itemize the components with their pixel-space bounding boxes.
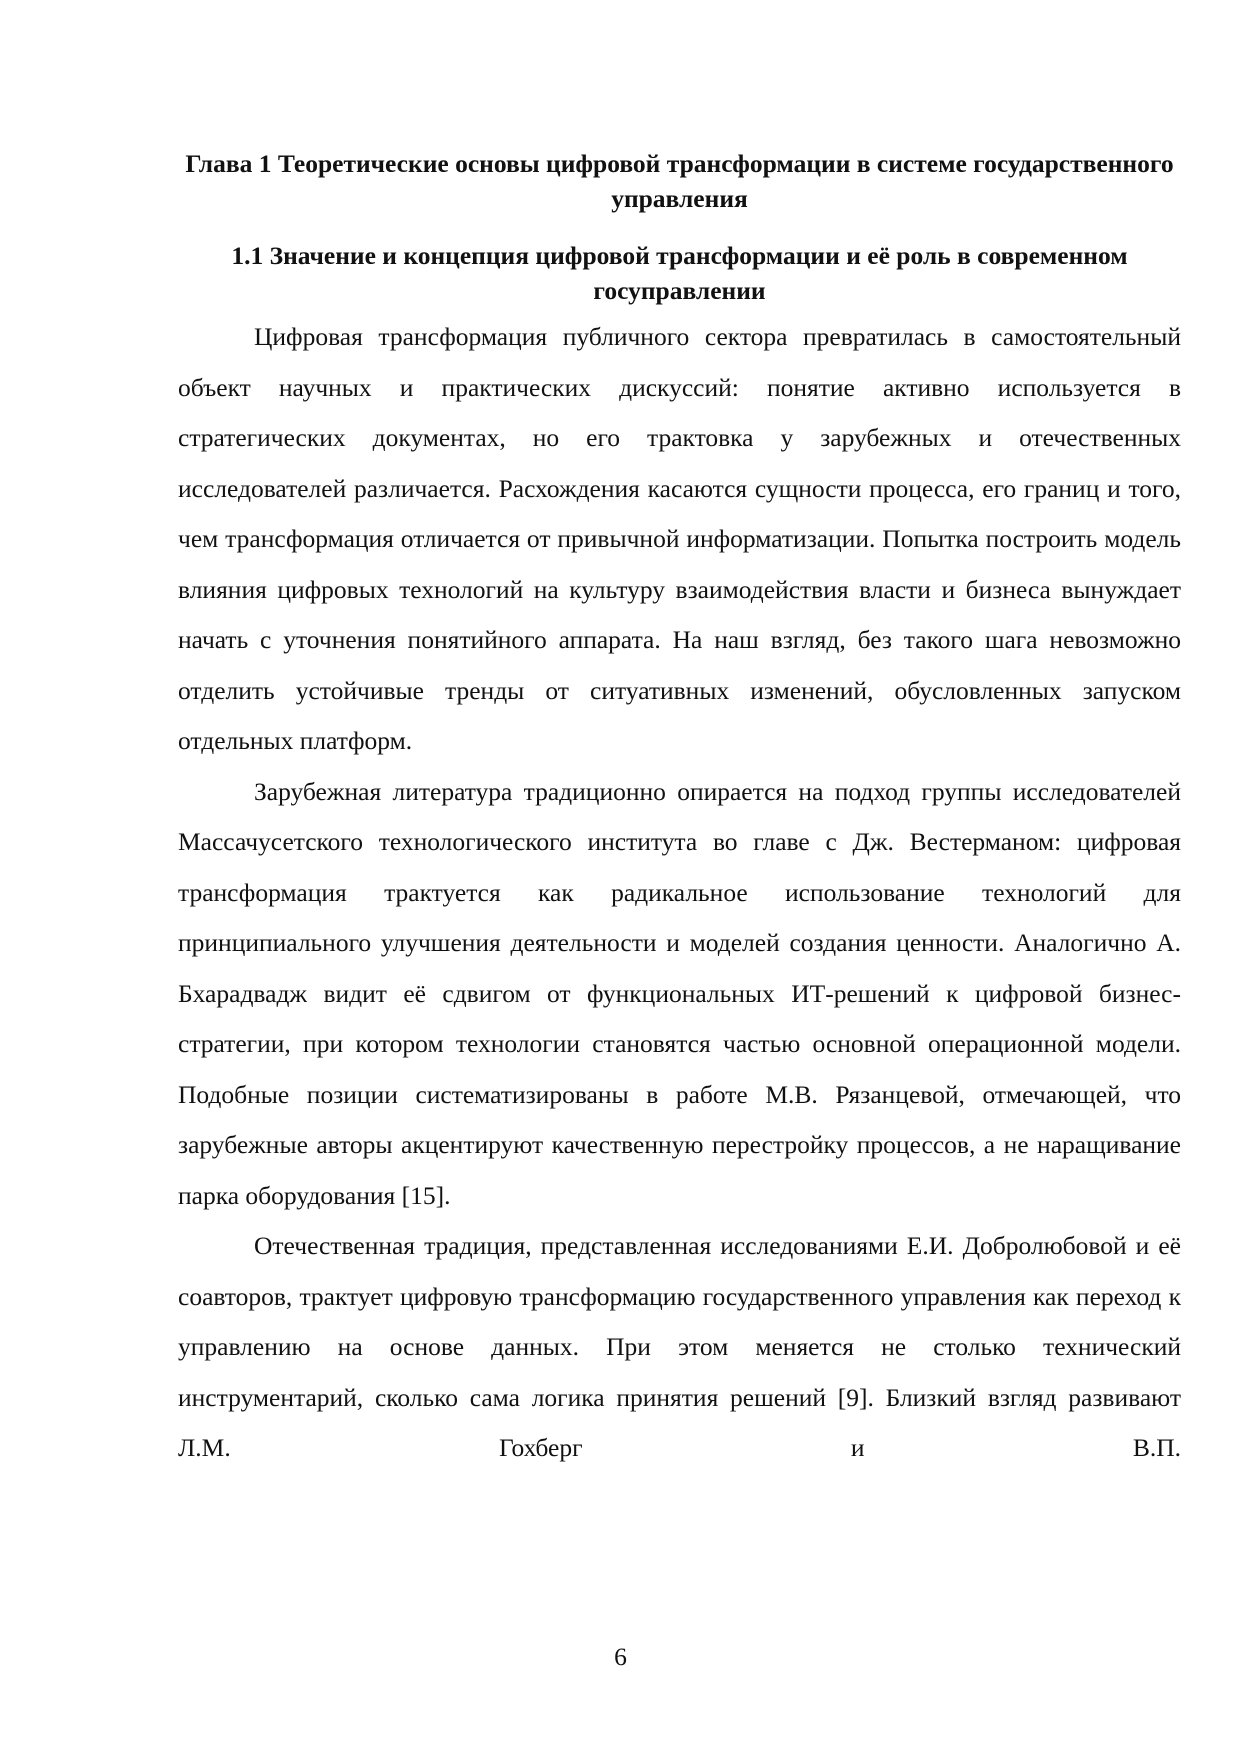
paragraph-2: Зарубежная литература традиционно опирается на подход группы исследователей Массачусетского технологического института во главе с Дж. Вестерманом: цифровая трансформация трактуется как радикальное использование технологий для принципиального улучшения деятельности и моделей создания ценности. Аналогично А. Бхарадвадж видит её сдвигом от функциональных ИТ-решений к цифровой бизнес-стратегии, при котором технологии становятся частью основной операционной модели. Подобные позиции систематизированы в работе М.В. Рязанцевой, отмечающей, что зарубежные авторы акцентируют качественную перестройку процессов, а не наращивание парка оборудования [15]. bbox=[178, 776, 1181, 1210]
page-number: 6 bbox=[614, 1642, 627, 1671]
page-content bbox=[178, 146, 1181, 1474]
chapter-title: Глава 1 Теоретические основы цифровой трансформации в системе государственного управления bbox=[185, 149, 1174, 213]
section-title: 1.1 Значение и концепция цифровой трансформации и её роль в современном госуправлении bbox=[231, 241, 1128, 305]
paragraph-3: Отечественная традиция, представленная исследованиями Е.И. Добролюбовой и её соавторов, трактует цифровую трансформацию государственного управления как переход к управлению на основе данных. При этом меняется не столько технический инструментарий, сколько сама логика принятия решений [9]. Близкий взгляд развивают Л.М. Гохберг и В.П. bbox=[178, 1231, 1181, 1462]
paragraph-1: Цифровая трансформация публичного сектора превратилась в самостоятельный объект научных и практических дискуссий: понятие активно используется в стратегических документах, но его трактовка у зарубежных и отечественных исследователей различается. Расхождения касаются сущности процесса, его границ и того, чем трансформация отличается от привычной информатизации. Попытка построить модель влияния цифровых технологий на культуру взаимодействия власти и бизнеса вынуждает начать с уточнения понятийного аппарата. На наш взгляд, без такого шага невозможно отделить устойчивые тренды от ситуативных изменений, обусловленных запуском отдельных платформ. bbox=[178, 322, 1181, 755]
